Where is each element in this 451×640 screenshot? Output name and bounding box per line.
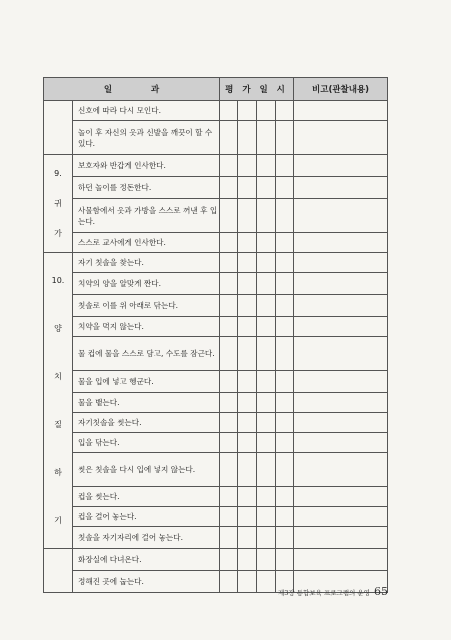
date-check-cell[interactable] bbox=[238, 273, 257, 295]
date-check-cell[interactable] bbox=[220, 317, 238, 337]
date-check-cell[interactable] bbox=[220, 295, 238, 317]
table-row bbox=[44, 433, 388, 453]
note-cell[interactable] bbox=[294, 453, 388, 487]
table-row bbox=[44, 233, 388, 253]
date-check-cell[interactable] bbox=[220, 549, 238, 571]
checklist-item: 물을 입에 넣고 헹군다. bbox=[73, 371, 220, 393]
category-label: 하 bbox=[54, 467, 62, 477]
date-check-cell[interactable] bbox=[257, 507, 276, 527]
checklist-item: 자기 칫솔을 찾는다. bbox=[73, 253, 220, 273]
date-check-cell[interactable] bbox=[238, 199, 257, 233]
date-check-cell[interactable] bbox=[238, 453, 257, 487]
date-check-cell[interactable] bbox=[276, 177, 294, 199]
table-body bbox=[44, 101, 388, 593]
note-cell[interactable] bbox=[294, 487, 388, 507]
category-cell bbox=[44, 101, 73, 155]
date-check-cell[interactable] bbox=[220, 199, 238, 233]
date-check-cell[interactable] bbox=[257, 317, 276, 337]
date-check-cell[interactable] bbox=[276, 487, 294, 507]
table-row bbox=[44, 121, 388, 155]
header-item: 일 과 bbox=[44, 78, 220, 101]
table-row bbox=[44, 507, 388, 527]
date-check-cell[interactable] bbox=[276, 433, 294, 453]
date-check-cell[interactable] bbox=[238, 177, 257, 199]
category-label: 기 bbox=[54, 515, 62, 525]
date-check-cell[interactable] bbox=[276, 393, 294, 413]
date-check-cell[interactable] bbox=[257, 295, 276, 317]
date-check-cell[interactable] bbox=[257, 571, 276, 593]
date-check-cell[interactable] bbox=[257, 253, 276, 273]
checklist-item: 자기칫솔을 씻는다. bbox=[73, 413, 220, 433]
note-cell[interactable] bbox=[294, 233, 388, 253]
date-check-cell[interactable] bbox=[276, 453, 294, 487]
table-row bbox=[44, 199, 388, 233]
table-row bbox=[44, 295, 388, 317]
date-check-cell[interactable] bbox=[257, 413, 276, 433]
date-check-cell[interactable] bbox=[238, 101, 257, 121]
date-check-cell[interactable] bbox=[276, 199, 294, 233]
table-row bbox=[44, 453, 388, 487]
date-check-cell[interactable] bbox=[220, 527, 238, 549]
date-check-cell[interactable] bbox=[238, 295, 257, 317]
date-check-cell[interactable] bbox=[276, 295, 294, 317]
checklist-item: 치약의 양을 알맞게 짠다. bbox=[73, 273, 220, 295]
note-cell[interactable] bbox=[294, 433, 388, 453]
date-check-cell[interactable] bbox=[276, 155, 294, 177]
category-cell bbox=[44, 549, 73, 593]
checklist-item: 컵을 걸어 놓는다. bbox=[73, 507, 220, 527]
date-check-cell[interactable] bbox=[276, 527, 294, 549]
checklist-item: 칫솔로 이를 위 아래로 닦는다. bbox=[73, 295, 220, 317]
date-check-cell[interactable] bbox=[238, 527, 257, 549]
date-check-cell[interactable] bbox=[220, 121, 238, 155]
checklist-item: 놀이 후 자신의 옷과 신발을 깨끗이 할 수 있다. bbox=[73, 121, 220, 155]
date-check-cell[interactable] bbox=[238, 393, 257, 413]
category-label: 질 bbox=[54, 419, 62, 429]
table-row bbox=[44, 393, 388, 413]
date-check-cell[interactable] bbox=[257, 121, 276, 155]
table-row bbox=[44, 337, 388, 371]
date-check-cell[interactable] bbox=[220, 371, 238, 393]
date-check-cell[interactable] bbox=[220, 337, 238, 371]
date-check-cell[interactable] bbox=[238, 549, 257, 571]
table-header-row bbox=[44, 78, 388, 101]
date-check-cell[interactable] bbox=[238, 413, 257, 433]
date-check-cell[interactable] bbox=[220, 413, 238, 433]
date-check-cell[interactable] bbox=[276, 273, 294, 295]
date-check-cell[interactable] bbox=[220, 101, 238, 121]
date-check-cell[interactable] bbox=[238, 433, 257, 453]
table-row bbox=[44, 273, 388, 295]
table-row bbox=[44, 413, 388, 433]
table-row bbox=[44, 549, 388, 571]
date-check-cell[interactable] bbox=[238, 337, 257, 371]
date-check-cell[interactable] bbox=[238, 571, 257, 593]
page-footer bbox=[278, 585, 388, 598]
page-number: 65 bbox=[374, 585, 389, 598]
date-check-cell[interactable] bbox=[220, 487, 238, 507]
note-cell[interactable] bbox=[294, 121, 388, 155]
table-row bbox=[44, 253, 388, 273]
checklist-item: 화장실에 다녀온다. bbox=[73, 549, 220, 571]
date-check-cell[interactable] bbox=[276, 549, 294, 571]
footer-chapter-text: 제3장 통합보육 프로그램의 운영 bbox=[278, 589, 370, 597]
category-label: 치 bbox=[54, 371, 62, 381]
table-row bbox=[44, 101, 388, 121]
date-check-cell[interactable] bbox=[220, 453, 238, 487]
date-check-cell[interactable] bbox=[257, 487, 276, 507]
date-check-cell[interactable] bbox=[238, 507, 257, 527]
note-cell[interactable] bbox=[294, 413, 388, 433]
table-row bbox=[44, 317, 388, 337]
date-check-cell[interactable] bbox=[220, 253, 238, 273]
date-check-cell[interactable] bbox=[238, 121, 257, 155]
date-check-cell[interactable] bbox=[257, 371, 276, 393]
table-row bbox=[44, 371, 388, 393]
table-row bbox=[44, 487, 388, 507]
note-cell[interactable] bbox=[294, 393, 388, 413]
checklist-item: 물을 뱉는다. bbox=[73, 393, 220, 413]
date-check-cell[interactable] bbox=[220, 433, 238, 453]
note-cell[interactable] bbox=[294, 549, 388, 571]
note-cell[interactable] bbox=[294, 155, 388, 177]
date-check-cell[interactable] bbox=[257, 177, 276, 199]
category-cell bbox=[44, 155, 73, 253]
checklist-item: 정해진 곳에 눕는다. bbox=[73, 571, 220, 593]
date-check-cell[interactable] bbox=[257, 199, 276, 233]
note-cell[interactable] bbox=[294, 273, 388, 295]
checklist-item: 칫솔을 자기자리에 걸어 놓는다. bbox=[73, 527, 220, 549]
date-check-cell[interactable] bbox=[276, 507, 294, 527]
date-check-cell[interactable] bbox=[276, 101, 294, 121]
evaluation-checklist-table bbox=[43, 77, 388, 593]
note-cell[interactable] bbox=[294, 101, 388, 121]
note-cell[interactable] bbox=[294, 199, 388, 233]
date-check-cell[interactable] bbox=[276, 317, 294, 337]
category-label: 가 bbox=[54, 228, 62, 238]
date-check-cell[interactable] bbox=[257, 527, 276, 549]
table-row bbox=[44, 155, 388, 177]
date-check-cell[interactable] bbox=[238, 317, 257, 337]
date-check-cell[interactable] bbox=[276, 233, 294, 253]
date-check-cell[interactable] bbox=[220, 393, 238, 413]
date-check-cell[interactable] bbox=[238, 371, 257, 393]
category-label: 10. bbox=[51, 275, 65, 285]
date-check-cell[interactable] bbox=[220, 233, 238, 253]
date-check-cell[interactable] bbox=[276, 371, 294, 393]
category-label: 양 bbox=[54, 323, 62, 333]
date-check-cell[interactable] bbox=[220, 571, 238, 593]
header-note: 비고(관찰내용) bbox=[294, 78, 388, 101]
date-check-cell[interactable] bbox=[257, 101, 276, 121]
date-check-cell[interactable] bbox=[276, 337, 294, 371]
note-cell[interactable] bbox=[294, 337, 388, 371]
note-cell[interactable] bbox=[294, 507, 388, 527]
checklist-item: 사물함에서 옷과 가방을 스스로 꺼낸 후 입는다. bbox=[73, 199, 220, 233]
date-check-cell[interactable] bbox=[257, 233, 276, 253]
date-check-cell[interactable] bbox=[238, 155, 257, 177]
note-cell[interactable] bbox=[294, 177, 388, 199]
date-check-cell[interactable] bbox=[220, 155, 238, 177]
date-check-cell[interactable] bbox=[257, 273, 276, 295]
date-check-cell[interactable] bbox=[220, 507, 238, 527]
checklist-item: 물 컵에 물을 스스로 담고, 수도를 잠근다. bbox=[73, 337, 220, 371]
table-row bbox=[44, 177, 388, 199]
date-check-cell[interactable] bbox=[276, 121, 294, 155]
date-check-cell[interactable] bbox=[238, 487, 257, 507]
checklist-item: 스스로 교사에게 인사한다. bbox=[73, 233, 220, 253]
note-cell[interactable] bbox=[294, 253, 388, 273]
date-check-cell[interactable] bbox=[257, 433, 276, 453]
header-date: 평 가 일 시 bbox=[220, 78, 294, 101]
checklist-item: 보호자와 반갑게 인사한다. bbox=[73, 155, 220, 177]
checklist-item: 컵을 씻는다. bbox=[73, 487, 220, 507]
note-cell[interactable] bbox=[294, 317, 388, 337]
date-check-cell[interactable] bbox=[276, 413, 294, 433]
table-row bbox=[44, 527, 388, 549]
note-cell[interactable] bbox=[294, 527, 388, 549]
date-check-cell[interactable] bbox=[220, 273, 238, 295]
note-cell[interactable] bbox=[294, 371, 388, 393]
date-check-cell[interactable] bbox=[220, 177, 238, 199]
date-check-cell[interactable] bbox=[257, 155, 276, 177]
category-label: 귀 bbox=[54, 198, 62, 208]
date-check-cell[interactable] bbox=[276, 253, 294, 273]
date-check-cell[interactable] bbox=[257, 337, 276, 371]
checklist-item: 씻은 칫솔을 다시 입에 넣지 않는다. bbox=[73, 453, 220, 487]
date-check-cell[interactable] bbox=[257, 549, 276, 571]
checklist-item: 하던 놀이를 정돈한다. bbox=[73, 177, 220, 199]
date-check-cell[interactable] bbox=[238, 253, 257, 273]
note-cell[interactable] bbox=[294, 295, 388, 317]
date-check-cell[interactable] bbox=[257, 393, 276, 413]
checklist-item: 입을 닦는다. bbox=[73, 433, 220, 453]
category-cell bbox=[44, 253, 73, 549]
date-check-cell[interactable] bbox=[238, 233, 257, 253]
date-check-cell[interactable] bbox=[257, 453, 276, 487]
category-label: 9. bbox=[54, 168, 62, 178]
checklist-item: 치약을 먹지 않는다. bbox=[73, 317, 220, 337]
checklist-item: 신호에 따라 다시 모인다. bbox=[73, 101, 220, 121]
